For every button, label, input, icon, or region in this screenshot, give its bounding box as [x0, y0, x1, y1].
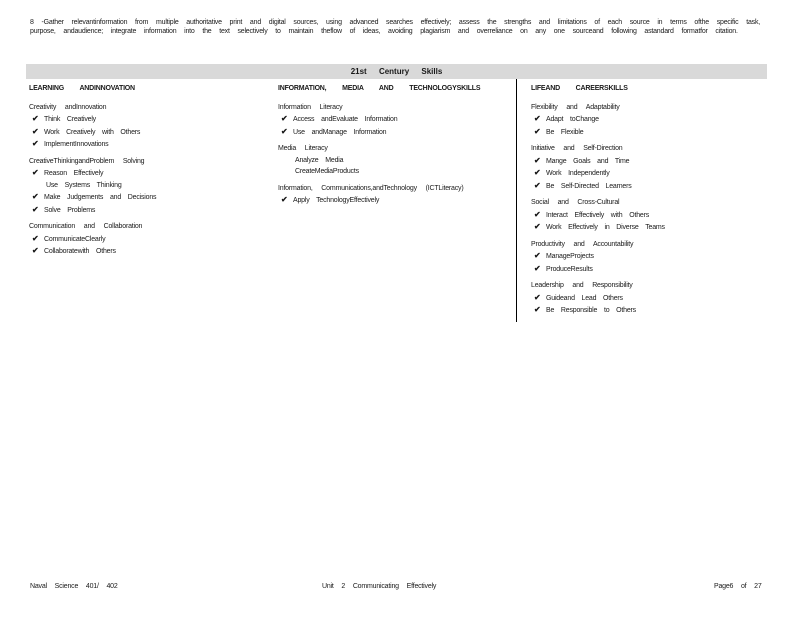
skill-group-title: Creativity andInnovation	[29, 103, 107, 111]
skill-item	[531, 126, 767, 139]
skill-item-label: Work Independently	[546, 170, 610, 177]
skill-item-label: Work Effectively in Diverse Teams	[546, 224, 665, 231]
check-icon: ✔	[534, 168, 541, 177]
skill-item	[531, 263, 767, 276]
skill-item-label: Make Judgements and Decisions	[44, 194, 157, 201]
skill-group	[29, 221, 264, 258]
skill-item	[278, 194, 508, 207]
skill-group-title: Flexibility and Adaptability	[531, 103, 620, 111]
skill-item-label: Be Self-Directed Learners	[546, 182, 632, 190]
check-icon: ✔	[281, 126, 288, 136]
skill-item	[531, 113, 767, 126]
skill-group	[29, 102, 264, 151]
skill-item	[29, 167, 264, 180]
skill-item-label: Collaboratewith Others	[44, 248, 116, 255]
skill-item-label: Mange Goals and Time	[546, 157, 630, 165]
skill-item	[29, 233, 264, 246]
skill-item-label: ImplementInnovations	[44, 141, 109, 148]
skill-item	[531, 292, 767, 305]
skill-item-label: CreateMediaProducts	[295, 168, 359, 175]
check-icon: ✔	[534, 126, 541, 136]
skill-item	[531, 250, 767, 263]
skill-item-label: Be Flexible	[546, 128, 584, 136]
skill-item-label: Be Responsible to Others	[546, 307, 636, 314]
skill-group-title: Leadership and Responsibility	[531, 282, 633, 289]
footer-course: Naval Science 401/ 402	[30, 583, 118, 590]
column-heading: INFORMATION, MEDIA AND TECHNOLOGYSKILLS	[278, 85, 481, 92]
check-icon: ✔	[534, 263, 541, 273]
skill-item-label: Reason Effectively	[44, 170, 104, 177]
skill-item	[29, 191, 264, 204]
skill-item	[531, 304, 767, 317]
skill-group-title: Initiative and Self-Direction	[531, 145, 623, 152]
check-icon: ✔	[32, 168, 39, 177]
footer-unit: Unit 2 Communicating Effectively	[322, 583, 437, 590]
skill-item	[29, 180, 264, 192]
intro-paragraph: 8 -Gather relevantinformation from multiple authoritative print and digital sources, using advanced searches effectively; assess the strengths and limitations of each source in terms ofthe specific task, purpose, andaudience; integrate information into the text selectively to maintain theflow of ideas, avoiding plagiarism and overreliance on any one sourceand following astandard formatfor citation.	[30, 19, 760, 35]
footer-page: Page6 of 27	[714, 583, 762, 590]
skill-group-title: CreativeThinkingandProblem Solving	[29, 157, 145, 165]
column-information-media-technology	[278, 83, 508, 212]
skill-item	[29, 138, 264, 151]
skill-item-label: ProduceResults	[546, 265, 593, 273]
skill-item	[531, 167, 767, 180]
column-heading: LIFEAND CAREERSKILLS	[531, 85, 628, 92]
skill-item-label: ManageProjects	[546, 253, 594, 260]
skill-group-title: Information, Communications,andTechnology (ICTLiteracy)	[278, 184, 464, 192]
skill-item	[278, 113, 508, 126]
skill-item-label: Use Systems Thinking	[46, 181, 122, 189]
skill-item	[29, 204, 264, 217]
check-icon: ✔	[32, 192, 39, 201]
skill-item	[531, 209, 767, 222]
column-divider	[516, 79, 517, 322]
skill-group	[531, 280, 767, 317]
check-icon: ✔	[534, 114, 541, 123]
check-icon: ✔	[32, 233, 39, 243]
skill-group-title: Social and Cross-Cultural	[531, 199, 620, 206]
check-icon: ✔	[534, 292, 541, 302]
skill-item-label: Guideand Lead Others	[546, 294, 623, 302]
skill-group	[278, 102, 508, 139]
skill-item	[531, 180, 767, 193]
skill-group	[29, 156, 264, 217]
skill-item-label: Use andManage Information	[293, 128, 387, 136]
skill-item	[29, 245, 264, 258]
check-icon: ✔	[534, 222, 541, 231]
skill-item-label: Analyze Media	[295, 156, 344, 164]
skill-item	[278, 126, 508, 139]
skill-item-label: Solve Problems	[44, 206, 96, 214]
skill-group-title: Communication and Collaboration	[29, 223, 143, 230]
skill-item	[531, 155, 767, 168]
skill-item	[29, 126, 264, 139]
check-icon: ✔	[281, 195, 288, 204]
check-icon: ✔	[32, 204, 39, 214]
check-icon: ✔	[534, 305, 541, 314]
check-icon: ✔	[534, 155, 541, 165]
skill-item-label: Interact Effectively with Others	[546, 211, 650, 219]
skill-group	[278, 183, 508, 207]
skill-group-title: Media Literacy	[278, 145, 328, 152]
skill-group	[531, 197, 767, 234]
check-icon: ✔	[534, 251, 541, 260]
skill-item	[278, 166, 508, 178]
check-icon: ✔	[32, 126, 39, 136]
skill-group	[531, 143, 767, 192]
skill-group-title: Productivity and Accountability	[531, 240, 634, 248]
check-icon: ✔	[32, 246, 39, 255]
skill-item	[29, 113, 264, 126]
skill-item	[531, 221, 767, 234]
skill-group	[531, 239, 767, 276]
column-life-career	[531, 83, 767, 322]
skill-item-label: Work Creatively with Others	[44, 128, 141, 136]
skill-item-label: Adapt toChange	[546, 116, 599, 123]
column-heading: LEARNING ANDINNOVATION	[29, 85, 135, 92]
check-icon: ✔	[534, 180, 541, 190]
check-icon: ✔	[281, 114, 288, 123]
skill-item-label: Access andEvaluate Information	[293, 116, 398, 123]
skill-item-label: Apply TechnologyEffectively	[293, 197, 380, 204]
skill-group-title: Information Literacy	[278, 103, 343, 111]
skill-item	[278, 155, 508, 167]
skill-item-label: CommunicateClearly	[44, 235, 106, 243]
skill-group	[531, 102, 767, 139]
check-icon: ✔	[534, 209, 541, 219]
column-learning-innovation	[29, 83, 264, 263]
check-icon: ✔	[32, 114, 39, 123]
skill-group	[278, 143, 508, 178]
skills-banner: 21st Century Skills	[26, 64, 767, 79]
check-icon: ✔	[32, 139, 39, 148]
skill-item-label: Think Creatively	[44, 116, 96, 123]
